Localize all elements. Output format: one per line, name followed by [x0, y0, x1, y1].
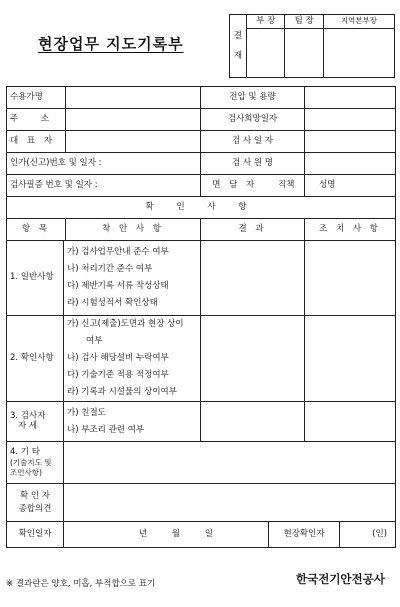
- list-item: 라) 기록과 시설물의 상이여부: [67, 387, 177, 397]
- list-item: 다) 기술기준 적용 적정여부: [67, 370, 169, 380]
- inspector-field[interactable]: [305, 153, 396, 175]
- opinion-field[interactable]: [64, 484, 396, 522]
- group-check-label: 2. 확인사항: [7, 316, 64, 402]
- group-general-items: [64, 241, 201, 316]
- inspection-wish-date-field[interactable]: [305, 109, 396, 131]
- voltage-capacity-label: 전압 및 용량: [201, 87, 305, 109]
- main-form-table: [6, 86, 396, 548]
- inspector-label: 검 사 원 명: [201, 153, 305, 175]
- organization-logo: 한국전기안전공사: [296, 572, 385, 586]
- header-focus-points: 착 안 사 항: [66, 219, 201, 241]
- interviewee-label: 면 담 자: [201, 175, 269, 197]
- group-general-result[interactable]: [201, 241, 305, 316]
- group-inspector-items: [64, 402, 201, 442]
- voltage-capacity-field[interactable]: [305, 87, 396, 109]
- group-inspector-label: 3. 검사자 자 세: [7, 402, 64, 442]
- header-item: 항 목: [7, 219, 66, 241]
- group-check-items: [64, 316, 201, 402]
- approval-box: [229, 14, 395, 78]
- approval-sign-region[interactable]: [323, 29, 394, 78]
- list-item: 가) 신고(제출)도면과 현장 상이: [67, 319, 184, 329]
- list-item: 다) 제반기록 서류 작성상태: [67, 281, 169, 291]
- other-label: 4. 기 타 (기술지도 및 조언사항): [7, 442, 64, 484]
- header-action: 조 치 사 항: [305, 219, 396, 241]
- representative-label: 대 표 자: [7, 131, 66, 153]
- group-check-action[interactable]: [305, 316, 396, 402]
- permit-number-field[interactable]: 인가(신고)번호 및 일자 :: [7, 153, 201, 175]
- list-item: 나) 처리기간 준수 여부: [67, 264, 153, 274]
- certificate-number-field[interactable]: 검사필증 번호 및 일자 :: [7, 175, 201, 197]
- confirmer-seal-field[interactable]: (인): [340, 522, 396, 548]
- other-field[interactable]: [64, 442, 396, 484]
- group-general-label: 1. 일반사항: [7, 241, 64, 316]
- interviewee-position-label: 직책: [269, 175, 305, 197]
- group-check-result[interactable]: [201, 316, 305, 402]
- approval-sign-team[interactable]: [285, 29, 323, 78]
- usage-name-field[interactable]: [66, 87, 201, 109]
- footer-note: ※ 결과란은 양호, 미흡, 부적합으로 표기: [6, 579, 156, 589]
- address-label: 주 소: [7, 109, 66, 131]
- group-inspector-result[interactable]: [201, 402, 305, 442]
- representative-field[interactable]: [66, 131, 201, 153]
- header-result: 결 과: [201, 219, 305, 241]
- list-item: 라) 시험성적서 확인상태: [67, 298, 158, 308]
- address-field[interactable]: [66, 109, 201, 131]
- opinion-label: 확 인 자 종합의견: [7, 484, 64, 522]
- interviewee-name-label: 성명: [305, 175, 396, 197]
- confirm-date-field[interactable]: 년 월 일: [64, 522, 269, 548]
- list-item: 가) 친절도: [67, 407, 106, 418]
- inspection-date-label: 검 사 일 자: [201, 131, 305, 153]
- confirm-section-title: 확 인 사 항: [7, 197, 396, 219]
- list-item: 나) 검사 해당설비 누락여부: [67, 353, 169, 363]
- confirm-date-label: 확인일자: [7, 522, 64, 548]
- inspection-wish-date-label: 검사희망일자: [201, 109, 305, 131]
- list-item: 나) 부조리 관련 여부: [67, 424, 145, 435]
- document-title: 현장업무 지도기록부: [38, 35, 184, 53]
- approval-header-region: 지역본부장: [323, 15, 394, 29]
- inspection-date-field[interactable]: [305, 131, 396, 153]
- approval-row-label: 결 재: [230, 15, 247, 78]
- approval-header-team: 팀 장: [285, 15, 323, 29]
- approval-header-dept: 부 장: [247, 15, 285, 29]
- list-item: 가) 검사업무안내 준수 여부: [67, 247, 169, 257]
- approval-sign-dept[interactable]: [247, 29, 285, 78]
- confirmer-label: 현장확인자: [269, 522, 340, 548]
- usage-name-label: 수용가명: [7, 87, 66, 109]
- list-item: 여부: [86, 336, 103, 346]
- group-general-action[interactable]: [305, 241, 396, 316]
- group-inspector-action[interactable]: [305, 402, 396, 442]
